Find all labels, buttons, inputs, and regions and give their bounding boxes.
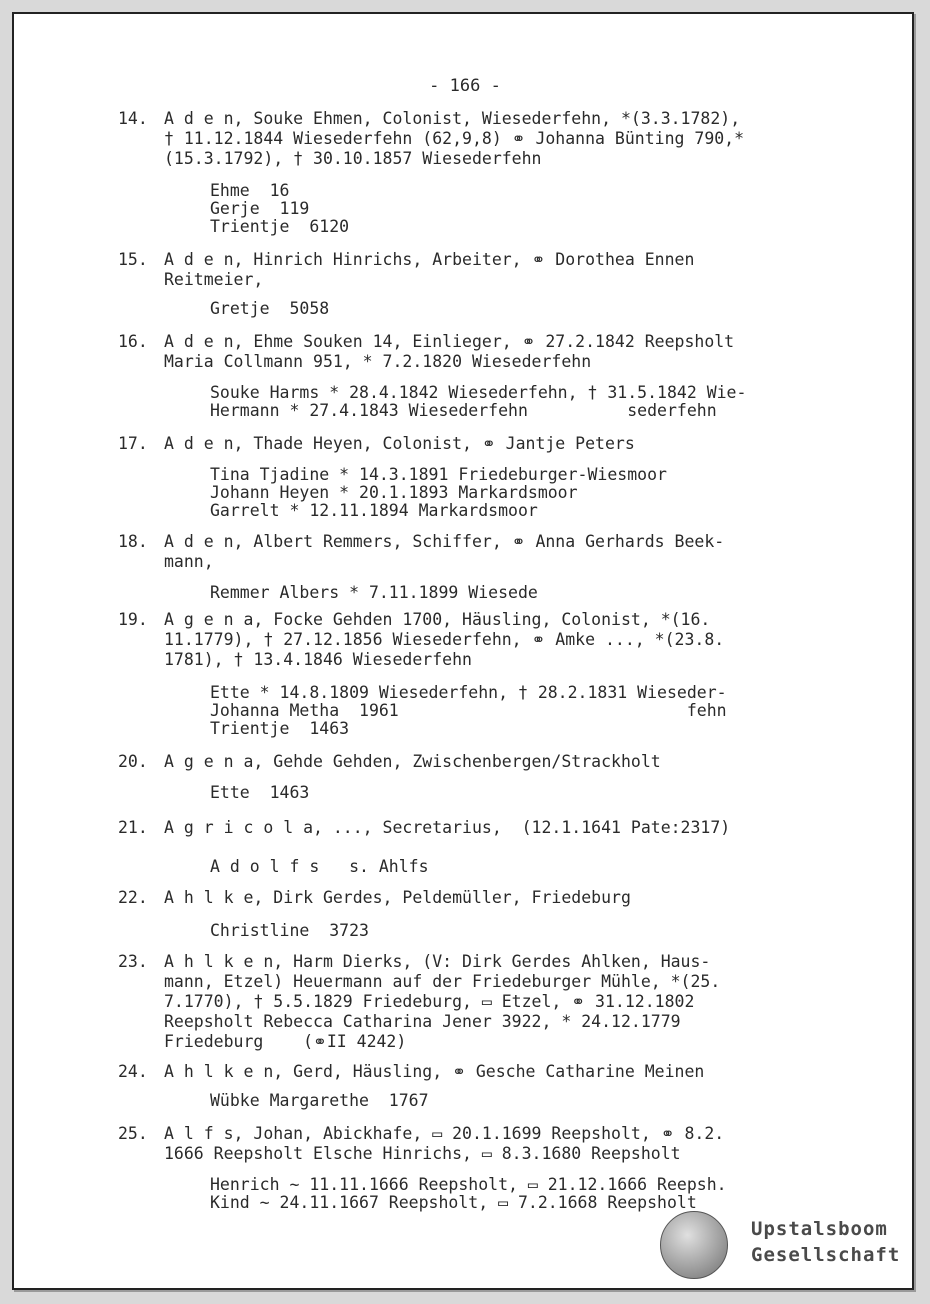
- entry-line: 7.1770), † 5.5.1829 Friedeburg, ▭ Etzel, ⚭ 31.12.1802: [164, 992, 695, 1011]
- entry-line: A h l k e, Dirk Gerdes, Peldemüller, Friedeburg: [164, 888, 631, 907]
- entry-number: 20.: [118, 752, 148, 771]
- entry-number: 23.: [118, 952, 148, 971]
- child-line: A d o l f s s. Ahlfs: [210, 857, 429, 876]
- entry-line: Friedeburg (⚭II 4242): [164, 1032, 407, 1051]
- entry-line: A h l k e n, Harm Dierks, (V: Dirk Gerdes Ahlken, Haus-: [164, 952, 711, 971]
- entry-text: [164, 532, 814, 572]
- logo-line-1: Upstalsboom: [751, 1218, 888, 1240]
- entry-line: 1666 Reepsholt Elsche Hinrichs, ▭ 8.3.1680 Reepsholt: [164, 1144, 681, 1163]
- entry-text: [164, 332, 814, 372]
- entry-line: † 11.12.1844 Wiesederfehn (62,9,8) ⚭ Johanna Bünting 790,*: [164, 129, 745, 148]
- entry-line: A d e n, Albert Remmers, Schiffer, ⚭ Anna Gerhards Beek-: [164, 532, 725, 551]
- entry-line: A d e n, Hinrich Hinrichs, Arbeiter, ⚭ Dorothea Ennen: [164, 250, 695, 269]
- entry-text: [164, 818, 814, 838]
- entry-line: Maria Collmann 951, * 7.2.1820 Wiesederfehn: [164, 352, 592, 371]
- entry-text: [164, 1124, 814, 1164]
- document-page: [12, 12, 914, 1290]
- entry-line: 11.1779), † 27.12.1856 Wiesederfehn, ⚭ Amke ..., *(23.8.: [164, 630, 725, 649]
- entry-text: [164, 610, 814, 670]
- entry-line: A d e n, Souke Ehmen, Colonist, Wiesederfehn, *(3.3.1782),: [164, 109, 741, 128]
- entry-line: Reepsholt Rebecca Catharina Jener 3922, * 24.12.1779: [164, 1012, 681, 1031]
- child-line: Henrich ~ 11.11.1666 Reepsholt, ▭ 21.12.1666 Reepsh.: [210, 1175, 727, 1194]
- child-line: Gerje 119: [210, 199, 310, 218]
- society-seal-icon: [660, 1211, 728, 1279]
- child-line: Ehme 16: [210, 181, 290, 200]
- entry-line: mann,: [164, 552, 214, 571]
- entry-text: [164, 1062, 814, 1082]
- entry-text: [164, 888, 814, 908]
- entry-line: A h l k e n, Gerd, Häusling, ⚭ Gesche Catharine Meinen: [164, 1062, 705, 1081]
- entry-line: mann, Etzel) Heuermann auf der Friedeburger Mühle, *(25.: [164, 972, 721, 991]
- child-line: Trientje 1463: [210, 719, 350, 738]
- entry-text: [164, 434, 814, 454]
- entry-line: A d e n, Thade Heyen, Colonist, ⚭ Jantje Peters: [164, 434, 635, 453]
- child-line: Kind ~ 24.11.1667 Reepsholt, ▭ 7.2.1668 Reepsholt: [210, 1193, 697, 1212]
- child-line: Wübke Margarethe 1767: [210, 1091, 429, 1110]
- child-line: Souke Harms * 28.4.1842 Wiesederfehn, † 31.5.1842 Wie-: [210, 383, 747, 402]
- child-line: Gretje 5058: [210, 299, 330, 318]
- logo-line-2: Gesellschaft: [751, 1244, 901, 1266]
- entry-number: 25.: [118, 1124, 148, 1143]
- child-line: Tina Tjadine * 14.3.1891 Friedeburger-Wiesmoor: [210, 465, 667, 484]
- entry-text: [164, 752, 814, 772]
- entry-text: [164, 952, 814, 1052]
- entry-line: A g r i c o l a, ..., Secretarius, (12.1.1641 Pate:2317): [164, 818, 731, 837]
- entry-number: 21.: [118, 818, 148, 837]
- entry-text: [164, 250, 814, 290]
- entry-number: 17.: [118, 434, 148, 453]
- entry-text: [164, 109, 814, 169]
- entry-line: A g e n a, Focke Gehden 1700, Häusling, Colonist, *(16.: [164, 610, 711, 629]
- entry-line: Reitmeier,: [164, 270, 264, 289]
- entry-line: (15.3.1792), † 30.10.1857 Wiesederfehn: [164, 149, 542, 168]
- entry-number: 22.: [118, 888, 148, 907]
- child-line: Ette 1463: [210, 783, 310, 802]
- entry-line: A l f s, Johan, Abickhafe, ▭ 20.1.1699 Reepsholt, ⚭ 8.2.: [164, 1124, 725, 1143]
- entry-number: 18.: [118, 532, 148, 551]
- child-line: Christline 3723: [210, 921, 369, 940]
- child-line: Johann Heyen * 20.1.1893 Markardsmoor: [210, 483, 578, 502]
- child-line: Ette * 14.8.1809 Wiesederfehn, † 28.2.1831 Wieseder-: [210, 683, 727, 702]
- child-line: Trientje 6120: [210, 217, 350, 236]
- entry-number: 16.: [118, 332, 148, 351]
- entry-line: A d e n, Ehme Souken 14, Einlieger, ⚭ 27.2.1842 Reepsholt: [164, 332, 735, 351]
- child-line: Remmer Albers * 7.11.1899 Wiesede: [210, 583, 538, 602]
- page-number: - 166 -: [429, 76, 501, 96]
- entry-number: 24.: [118, 1062, 148, 1081]
- entry-line: A g e n a, Gehde Gehden, Zwischenbergen/Strackholt: [164, 752, 661, 771]
- entry-number: 19.: [118, 610, 148, 629]
- child-line: Garrelt * 12.11.1894 Markardsmoor: [210, 501, 538, 520]
- entry-number: 15.: [118, 250, 148, 269]
- child-line: Johanna Metha 1961 fehn: [210, 701, 727, 720]
- entry-line: 1781), † 13.4.1846 Wiesederfehn: [164, 650, 472, 669]
- child-line: Hermann * 27.4.1843 Wiesederfehn sederfehn: [210, 401, 717, 420]
- entry-number: 14.: [118, 109, 148, 128]
